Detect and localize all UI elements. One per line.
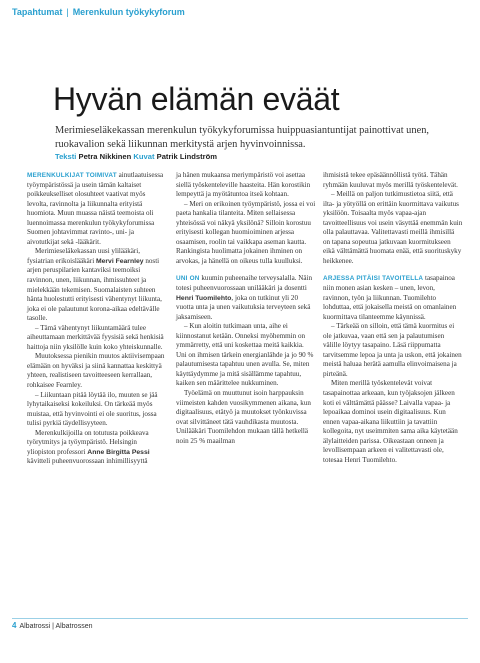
paragraph-text: ainutlaatuisessa työympäristössä ja usein tämän kaltaiset poikkeukselliset olosuhteet vaativat myös levolta, ravinnolta ja liikunnalta erityistä huomiota. Muun muassa näistä teemoista oli luennoimassa merenkulun työkykyforumissa Suomen johtavimmat ravinto-, uni- ja aivotutkijat sekä -lääkärit. xyxy=(27,171,164,246)
body-column-2 xyxy=(176,171,316,446)
header-separator: | xyxy=(66,7,69,17)
paragraph-text: nosti arjen peruspilarien kantaviksi teemoiksi ravinnon, unen, liikunnan, ihmissuhteet ja mielekkään tekemisen. Suomalaisten suhteen hänta huolestutti erityisesti vähentynyt liikunta, joka ei ole palautunut korona-aikaa edeltävälle tasolle. xyxy=(27,256,162,323)
paragraph-text: , joka on tutkinut yli 20 vuotta unta ja unen vaikutuksia terveyteen sekä jaksamiseen. xyxy=(176,293,311,321)
paragraph xyxy=(27,247,167,323)
lead-in: MERENKULKIJAT TOIMIVAT xyxy=(27,172,117,179)
person-name: Anne Birgitta Pessi xyxy=(87,448,150,456)
paragraph xyxy=(176,274,316,322)
paragraph: – Tärkeää on silloin, että tämä kuormitus ei ole jatkuvaa, vaan että sen ja palautumisen välille löytyy tasapaino. Läsä riippumatta tarvitsemme lepoa ja unta ja uskon, että jokainen meistä haluaa herätä aamulla elinvoimaisena ja pirteänä. xyxy=(323,322,462,378)
article-lede: Merimieseläkekassan merenkulun työkykyforumissa huippuasiantuntijat painottivat unen, ruokavalion sekä liikunnan merkitystä arjen hyvinvoinnissa. xyxy=(55,125,429,150)
body-column-1 xyxy=(27,171,167,467)
text-credit-label: Teksti xyxy=(55,152,77,161)
paragraph-text: tasapainoa niin monen asian kesken – unen, levon, ravinnon, työn ja liikunnan. Tuomilehto lohduttaa, että jokaisella meistä on omanlainen kuormittava tilanteemme käynnissä. xyxy=(323,274,457,321)
person-name: Henri Tuomilehto xyxy=(176,294,232,302)
lead-in: ARJESSA PITÄISI TAVOITELLA xyxy=(323,275,424,283)
paragraph: ihmisistä tekee epäsäännöllistä työtä. Tähän ryhmään kuuluvat myös merillä työskentelevät. xyxy=(323,171,458,189)
paragraph: Muutoksessa pienikin muutos aktiivisempaan elämään on hyväksi ja siinä kannattaa keskittyä yhteen, realistiseen tavoitteeseen kerrallaan, rohkaisee Fearnley. xyxy=(27,352,165,390)
section-header xyxy=(12,7,185,17)
paragraph xyxy=(27,429,167,467)
paragraph: – Tämä vähentynyt liikuntamäärä tulee aiheuttamaan merkittävää fyysisiä sekä henkisiä haittoja niin yksilölle kuin koko yhteiskunnalle. xyxy=(27,323,164,351)
paragraph: – Meri on erikoinen työympäristö, jossa ei voi paeta hankalia tilanteita. Miten sellaisessa yhteisössä voi näkyä yksilönä? Silloin korostuu erityisesti kollegan huomioiminen arjessa osaamisen, roolin tai vaikkapa aseman kautta. Rankingista huolimatta jokainen ihminen on arvokas, ja hänellä on oikeus tulla kuulluksi. xyxy=(176,199,316,265)
paragraph-text: kuumin puheenaihe terveysalalla. Näin totesi puheenvuorossaan unilääkäri ja dosentti xyxy=(176,274,313,293)
paragraph: – Meillä on paljon tutkimustietoa siitä, että iltа- ja yötyöllä on erittäin kuormittava vaikutus yksilöön. Toisaalta myös vapaa-ajan tavoitteellisuus voi usein väsyttää enemmän kuin olla palauttavaa. Valitettavasti meillä ihmisillä on tapana sopeutua jatkuvaan kuormitukseen eikä välttämättä huomata enää, että suorituskyky heikkenee. xyxy=(323,190,463,265)
paragraph: Miten merillä työskentelevät voivat tasapainottaa arkeaan, kun työjaksojen jälkeen koti ei välttämättä päässe? Laivalla vapaa- ja lepoaikaa dominoi usein digitaalisuus. Kun ennen vapaa-aikana liikuttiin ja tavattiin kollegoita, nyt useimmiten sama aika käytetään älylaitteiden parissa. Oikeastaan onneen ja levollisempaan arkeen ei valitettavasti ole, totesaa Henri Tuomilehto. xyxy=(323,379,458,464)
paragraph: Työelämä on muuttunut isoin harppauksin viimeisten kahden vuosikymmenen aikana, kun digitaalisuus, etätyö ja muutokset työnkuvissa ovat silvittäneet tätä vauhdikasta muutosta. Unilääkäri Tuomilehdon mukaan tällä hetkellä noin 25 % maailman xyxy=(176,389,311,445)
footer-rule xyxy=(12,618,468,619)
person-name: Mervi Fearnley xyxy=(95,257,144,265)
page-number: 4 xyxy=(12,621,17,630)
paragraph: – Liikuntaan pitää löytää ilo, muuten se jää lyhytaikaiseksi kokeiluksi. On tärkeää myös muistaa, että hyvinvointi ei ole suoritus, jossa tulisi pyrkiä täydellisyyteen. xyxy=(27,390,158,428)
photo-credit-author: Patrik Lindström xyxy=(156,152,217,161)
page-footer xyxy=(12,621,92,630)
text-credit-author: Petra Nikkinen xyxy=(78,152,132,161)
paragraph xyxy=(27,171,167,247)
paragraph: – Kun aloitin tutkimaan unta, aihe ei kiinnostanut ketään. Onneksi myöhemmin on ymmärretty, että uni koskettaa meitä kaikkia. Uni on ihmisen tärkein energianlähde ja jo 90 % palautumisesta tapahtuu unen avulla. Se, miten käyttäydymme ja mitä sisällämme tapahtuu, kaiken sen määrittelee nukkuminen. xyxy=(176,322,314,388)
article-credits xyxy=(55,152,217,161)
paragraph-text: Merimieseläkekassan uusi ylilääkäri, fysiatrian erikoislääkäri xyxy=(27,247,140,265)
subsection-label: Merenkulun työkykyforum xyxy=(72,7,185,17)
paragraph-text: kävitteli puheenvuorossaan inhimillisyyttä xyxy=(27,457,148,466)
paragraph xyxy=(323,274,463,322)
photo-credit-label: Kuvat xyxy=(133,152,155,161)
lead-in: UNI ON xyxy=(176,275,200,283)
paragraph: ja hänen mukaansa meriympäristö voi asettaa siellä työskenteleville haasteita. Hän korostikin lempeyttä ja myötätuntoa itseä kohtaan. xyxy=(176,171,311,199)
paragraph-text: Merenkulkijoilla on totutusta poikkeava työrytmitys ja työympäristö. Helsingin yliopiston professori xyxy=(27,428,149,456)
body-column-3 xyxy=(323,171,463,465)
section-label: Tapahtumat xyxy=(12,7,63,17)
article-title: Hyvän elämän eväät xyxy=(53,81,340,117)
publication-name: Albatrossi | Albatrossen xyxy=(19,623,93,630)
